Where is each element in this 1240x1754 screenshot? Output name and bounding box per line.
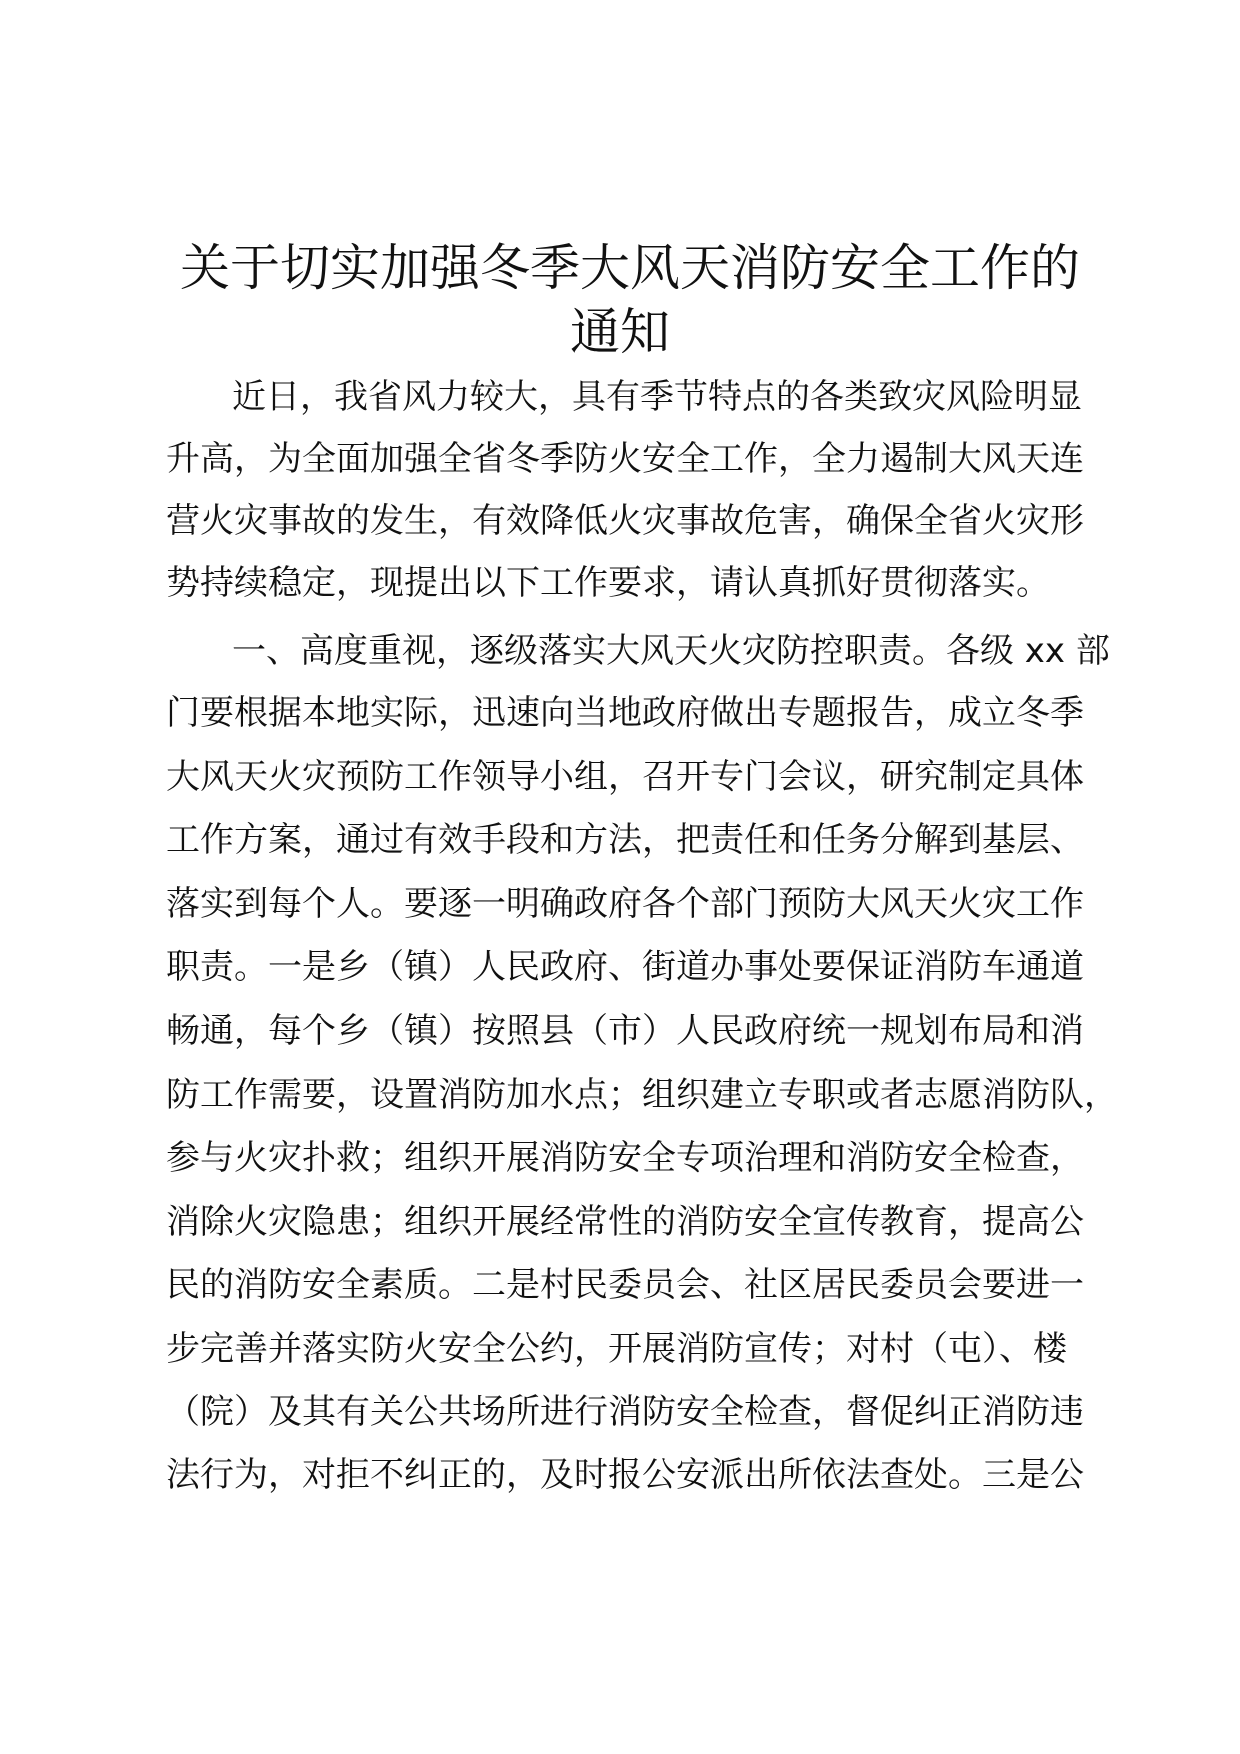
paragraph-line: 防工作需要，设置消防加水点；组织建立专职或者志愿消防队， xyxy=(166,1075,1118,1115)
paragraph-line: 落实到每个人。要逐一明确政府各个部门预防大风天火灾工作 xyxy=(166,884,1084,924)
paragraph-line: 职责。一是乡（镇）人民政府、街道办事处要保证消防车通道 xyxy=(166,947,1084,987)
paragraph-line: 势持续稳定，现提出以下工作要求，请认真抓好贯彻落实。 xyxy=(166,563,1050,603)
paragraph-line: 参与火灾扑救；组织开展消防安全专项治理和消防安全检查， xyxy=(166,1138,1084,1178)
paragraph-line: 近日，我省风力较大，具有季节特点的各类致灾风险明显 xyxy=(232,377,1082,417)
paragraph-line: 法行为，对拒不纠正的，及时报公安派出所依法查处。三是公 xyxy=(166,1455,1084,1495)
paragraph-line: （院）及其有关公共场所进行消防安全检查，督促纠正消防违 xyxy=(166,1392,1084,1432)
paragraph-line: 营火灾事故的发生，有效降低火灾事故危害，确保全省火灾形 xyxy=(166,501,1084,541)
paragraph-line: 大风天火灾预防工作领导小组，召开专门会议，研究制定具体 xyxy=(166,757,1084,797)
document-title-line-1: 关于切实加强冬季大风天消防安全工作的 xyxy=(180,239,1080,297)
paragraph-line: 畅通，每个乡（镇）按照县（市）人民政府统一规划布局和消 xyxy=(166,1011,1084,1051)
paragraph-line: 门要根据本地实际，迅速向当地政府做出专题报告，成立冬季 xyxy=(166,693,1084,733)
paragraph-line: 步完善并落实防火安全公约，开展消防宣传；对村（屯）、楼 xyxy=(166,1329,1067,1369)
document-title-line-2: 通知 xyxy=(570,303,670,361)
paragraph-line: 民的消防安全素质。二是村民委员会、社区居民委员会要进一 xyxy=(166,1265,1084,1305)
paragraph-line: 升高，为全面加强全省冬季防火安全工作，全力遏制大风天连 xyxy=(166,439,1084,479)
paragraph-line: 消除火灾隐患；组织开展经常性的消防安全宣传教育，提高公 xyxy=(166,1202,1084,1242)
paragraph-line: 一、高度重视，逐级落实大风天火灾防控职责。各级 xx 部 xyxy=(232,631,1110,671)
paragraph-line: 工作方案，通过有效手段和方法，把责任和任务分解到基层、 xyxy=(166,820,1084,860)
